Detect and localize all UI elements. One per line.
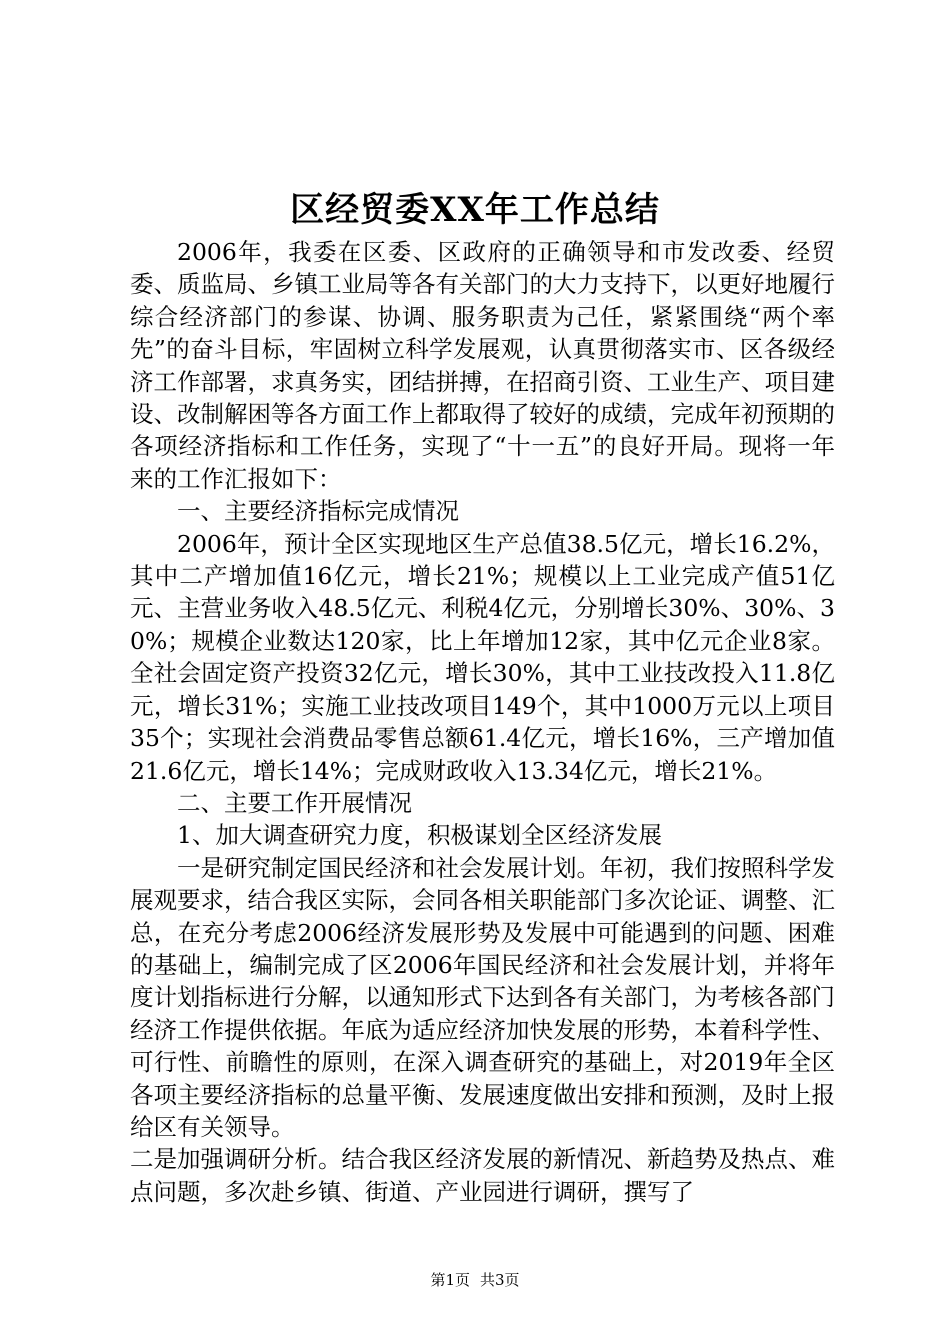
section-heading-2: 二、主要工作开展情况 [177,788,412,817]
indicators-paragraph: 2006年，预计全区实现地区生产总值38.5亿元，增长16.2%，其中二产增加值16亿元，增长21%；规模以上工业完成产值51亿元、主营业务收入48.5亿元、利税4亿元，分别增长30%、30%、30%；规模企业数达120家，比上年增加12家，其中亿元企业8家。全社会固定资产投资32亿元，增长30%，其中工业技改投入11.8亿元，增长31%；实施工业技改项目149个，其中1000万元以上项目35个；实现社会消费品零售总额61.4亿元，增长16%，三产增加值21.6亿元，增长14%；完成财政收入13.34亿元，增长21%。 [130,529,835,785]
subsection-heading-1: 1、加大调查研究力度，积极谋划全区经济发展 [177,821,662,850]
intro-paragraph: 2006年，我委在区委、区政府的正确领导和市发改委、经贸委、质监局、乡镇工业局等各有关部门的大力支持下，以更好地履行综合经济部门的参谋、协调、服务职责为己任，紧紧围绕“两个率先”的奋斗目标，牢固树立科学发展观，认真贯彻落实市、区各级经济工作部署，求真务实，团结拼搏，在招商引资、工业生产、项目建设、改制解困等各方面工作上都取得了较好的成绩，完成年初预期的各项经济指标和工作任务，实现了“十一五”的良好开局。现将一年来的工作汇报如下： [130,238,835,493]
page-number: 第1页 [430,1271,470,1289]
page-footer [0,1270,950,1290]
research-paragraph: 二是加强调研分析。结合我区经济发展的新情况、新趋势及热点、难点问题，多次赴乡镇、街道、产业园进行调研，撰写了 [130,1145,835,1206]
document-body [130,236,835,1208]
section-heading-1: 一、主要经济指标完成情况 [177,497,459,526]
planning-paragraph: 一是研究制定国民经济和社会发展计划。年初，我们按照科学发展观要求，结合我区实际，会同各相关职能部门多次论证、调整、汇总，在充分考虑2006经济发展形势及发展中可能遇到的问题、困难的基础上，编制完成了区2006年国民经济和社会发展计划，并将年度计划指标进行分解，以通知形式下达到各有关部门，为考核各部门经济工作提供依据。年底为适应经济加快发展的形势，本着科学性、可行性、前瞻性的原则，在深入调查研究的基础上，对2019年全区各项主要经济指标的总量平衡、发展速度做出安排和预测，及时上报给区有关领导。 [130,853,835,1141]
document-title: 区经贸委XX年工作总结 [290,190,660,230]
page-total: 共3页 [480,1271,520,1289]
